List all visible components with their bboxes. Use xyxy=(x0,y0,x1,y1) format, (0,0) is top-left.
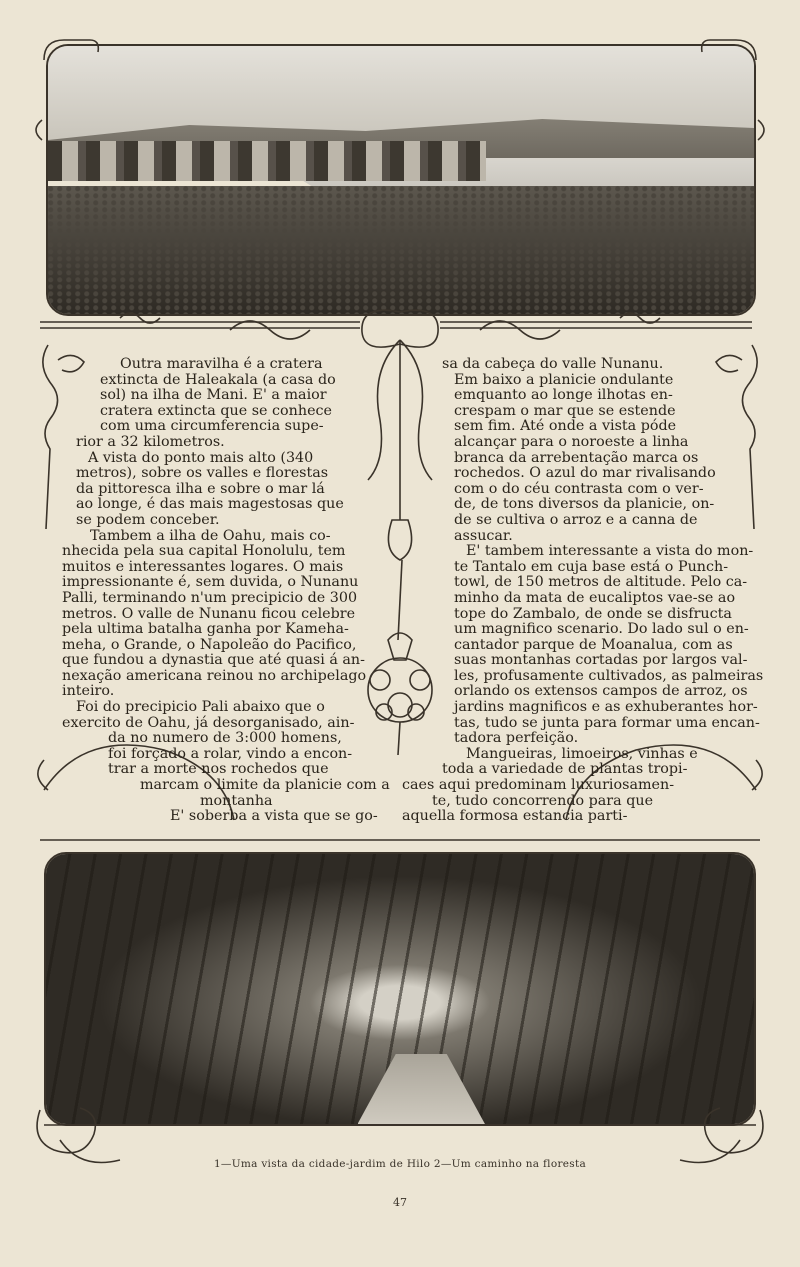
text-line: exercito de Oahu, já desorganisado, ain- xyxy=(62,714,355,731)
text-line: emquanto ao longe ilhotas en- xyxy=(454,387,673,404)
text-line: rochedos. O azul do mar rivalisando xyxy=(454,465,716,482)
text-line: muitos e interessantes logares. O mais xyxy=(62,558,344,575)
text-line: A vista do ponto mais alto (340 xyxy=(88,449,314,466)
text-line: trar a morte nos rochedos que xyxy=(108,761,329,778)
text-line: E' soberba a vista que se go- xyxy=(170,808,378,825)
text-line: orlando os extensos campos de arroz, os xyxy=(454,683,748,700)
text-line: rior a 32 kilometros. xyxy=(76,433,225,450)
text-line: sa da cabeça do valle Nunanu. xyxy=(442,356,664,372)
text-line: de, de tons diversos da planicie, on- xyxy=(454,496,715,513)
page-number: 47 xyxy=(393,1196,407,1209)
text-line: les, profusamente cultivados, as palmeiras xyxy=(454,667,764,684)
text-line: Em baixo a planicie ondulante xyxy=(454,371,674,388)
text-line: Foi do precipicio Pali abaixo que o xyxy=(76,699,325,716)
photo-hilo-city xyxy=(46,44,756,316)
text-line: montanha xyxy=(200,792,273,809)
photo-shore xyxy=(48,186,754,314)
article-left-column xyxy=(62,356,390,825)
text-line: suas montanhas cortadas por largos val- xyxy=(454,652,748,669)
text-line: da pittoresca ilha e sobre o mar lá xyxy=(76,480,325,497)
text-line: marcam o limite da planicie com a xyxy=(140,777,390,794)
text-line: metros), sobre os valles e florestas xyxy=(76,465,329,482)
text-line: jardins magnificos e as exhuberantes hor- xyxy=(454,699,758,716)
text-line: toda a variedade de plantas tropi- xyxy=(442,761,688,778)
text-line: Outra maravilha é a cratera xyxy=(120,356,323,372)
text-line: que fundou a dynastia que até quasi á an- xyxy=(62,652,365,669)
text-line: Palli, terminando n'um precipicio de 300 xyxy=(62,589,358,606)
text-line: minho da mata de eucaliptos vae-se ao xyxy=(454,589,736,606)
text-line: tas, tudo se junta para formar uma encan- xyxy=(454,714,760,731)
text-line: extincta de Haleakala (a casa do xyxy=(100,371,336,388)
text-line: te Tantalo em cuja base está o Punch- xyxy=(454,558,729,575)
text-line: aquella formosa estancia parti- xyxy=(402,808,628,825)
text-line: sem fim. Até onde a vista póde xyxy=(454,418,677,435)
text-line: E' tambem interessante a vista do mon- xyxy=(466,543,754,560)
text-line: Mangueiras, limoeiros, vinhas e xyxy=(466,745,698,762)
text-line: com o do céu contrasta com o ver- xyxy=(454,480,704,497)
text-line: meha, o Grande, o Napoleão do Pacifico, xyxy=(62,636,357,653)
text-line: metros. O valle de Nunanu ficou celebre xyxy=(62,605,356,622)
text-line: cantador parque de Moanalua, com as xyxy=(454,636,733,653)
text-line: foi forçado a rolar, vindo a encon- xyxy=(108,745,353,762)
text-line: ao longe, é das mais magestosas que xyxy=(76,496,344,513)
text-line: sol) na ilha de Mani. E' a maior xyxy=(100,387,327,404)
photo-forest-path xyxy=(44,852,756,1126)
text-line: branca da arrebentação marca os xyxy=(454,449,699,466)
text-line: tadora perfeição. xyxy=(454,730,579,747)
text-line: nexação americana reinou no archipelago xyxy=(62,667,367,684)
photo-town xyxy=(48,141,486,181)
text-line: crespam o mar que se estende xyxy=(454,402,676,419)
text-line: de se cultiva o arroz e a canna de xyxy=(454,511,698,528)
text-line: com uma circumferencia supe- xyxy=(100,418,324,435)
text-line: se podem conceber. xyxy=(76,511,220,528)
text-line: pela ultima batalha ganha por Kameha- xyxy=(62,621,349,638)
text-line: towl, de 150 metros de altitude. Pelo ca- xyxy=(454,574,748,591)
article-right-column xyxy=(402,356,764,825)
text-line: um magnifico scenario. Do lado sul o en- xyxy=(454,621,749,638)
text-line: tope do Zambalo, de onde se disfructa xyxy=(454,605,732,622)
photo-caption: 1—Uma vista da cidade-jardim de Hilo 2—Um caminho na floresta xyxy=(213,1158,587,1170)
text-line: impressionante é, sem duvida, o Nunanu xyxy=(62,574,359,591)
text-line: nhecida pela sua capital Honolulu, tem xyxy=(62,543,346,560)
text-line: caes aqui predominam luxuriosamen- xyxy=(402,777,675,794)
text-line: cratera extincta que se conhece xyxy=(100,402,333,419)
text-line: assucar. xyxy=(454,527,513,544)
text-line: da no numero de 3:000 homens, xyxy=(108,730,342,747)
text-line: inteiro. xyxy=(62,683,115,700)
text-line: te, tudo concorrendo para que xyxy=(432,792,654,809)
text-line: Tambem a ilha de Oahu, mais co- xyxy=(90,527,331,544)
text-line: alcançar para o noroeste a linha xyxy=(454,433,689,450)
